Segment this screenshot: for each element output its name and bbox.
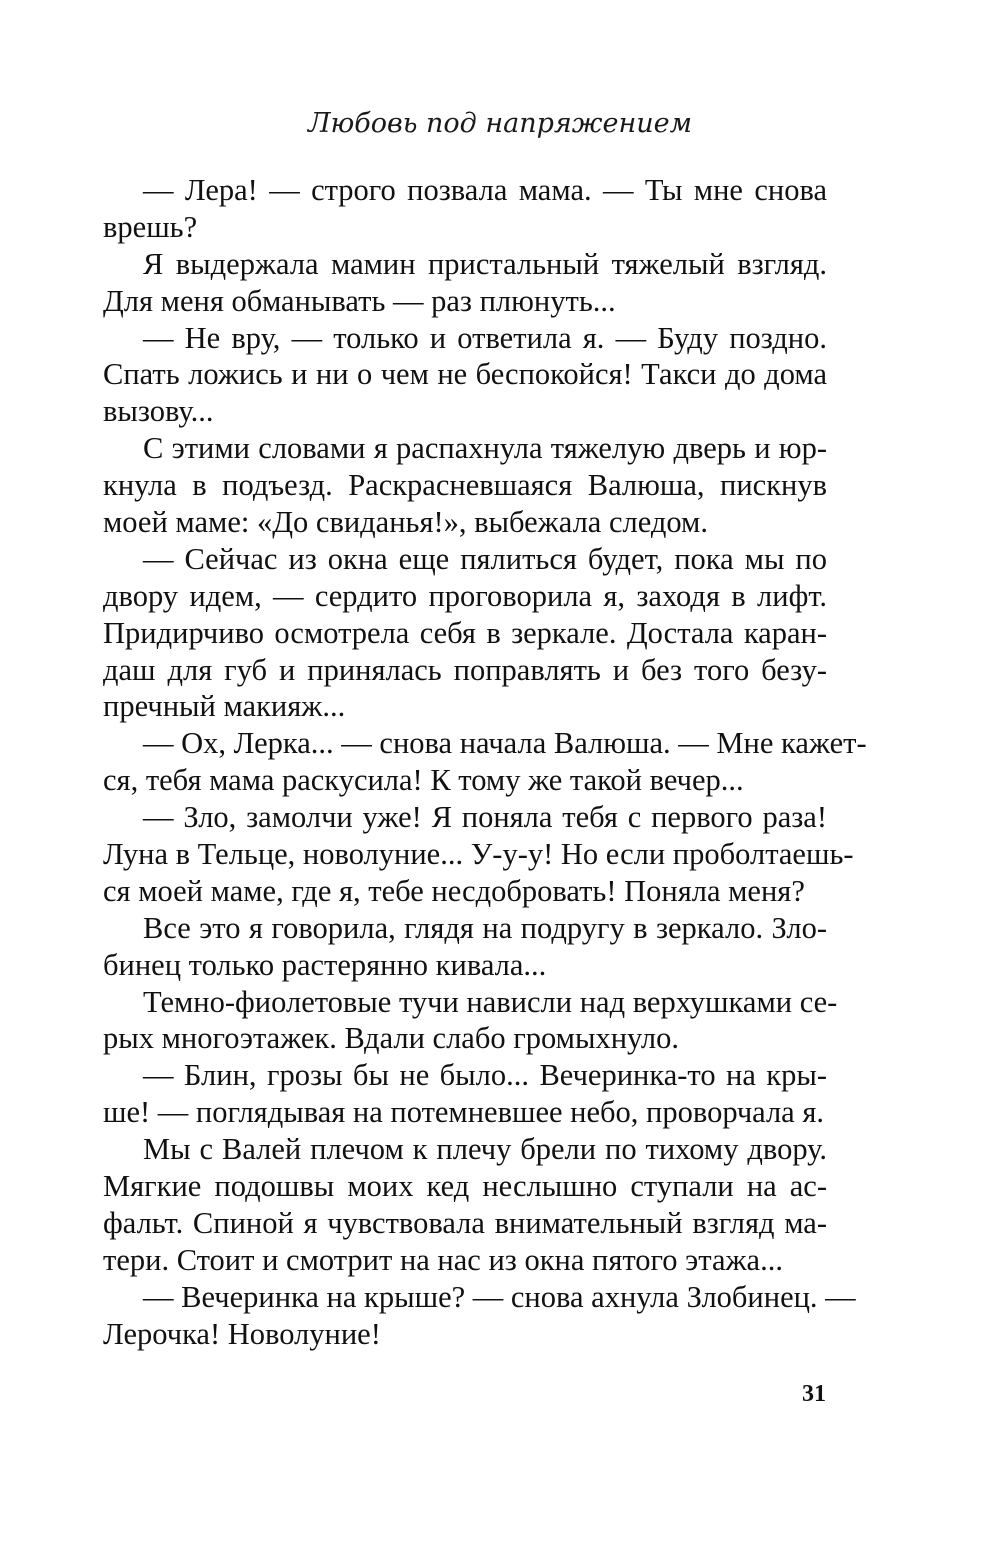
text-line: Спать ложись и ни о чем не беспокойся! Такси до дома bbox=[103, 357, 827, 392]
text-line: Мягкие подошвы моих кед неслышно ступали на ас- bbox=[103, 1169, 827, 1204]
text-line: Я выдержала мамин пристальный тяжелый взгляд. bbox=[143, 246, 827, 281]
text-line: ся моей маме, где я, тебе несдобровать! Поняла меня? bbox=[103, 873, 805, 908]
text-line: рых многоэтажек. Вдали слабо громыхнуло. bbox=[103, 1021, 680, 1056]
text-line: ся, тебя мама раскусила! К тому же такой вечер... bbox=[103, 763, 744, 798]
page-number: 31 bbox=[802, 1381, 826, 1407]
text-line: вызову... bbox=[103, 394, 214, 429]
text-line: Придирчиво осмотрела себя в зеркале. Достала каран- bbox=[103, 615, 827, 650]
text-line: пречный макияж... bbox=[103, 689, 346, 724]
text-line: Лерочка! Новолуние! bbox=[103, 1316, 381, 1351]
text-line: — Сейчас из окна еще пялиться будет, пока мы по bbox=[143, 541, 827, 576]
text-line: врешь? bbox=[103, 209, 198, 244]
text-line: бинец только растерянно кивала... bbox=[103, 947, 547, 982]
text-line: кнула в подъезд. Раскрасневшаяся Валюша, пискнув bbox=[103, 468, 827, 503]
text-line: — Ох, Лерка... — снова начала Валюша. — Мне кажет- bbox=[143, 726, 867, 761]
text-line: тери. Стоит и смотрит на нас из окна пятого этажа... bbox=[103, 1242, 783, 1277]
text-line: — Блин, грозы бы не было... Вечеринка-то на кры- bbox=[143, 1058, 827, 1093]
text-line: — Не вру, — только и ответила я. — Буду поздно. bbox=[143, 320, 827, 355]
text-line: двору идем, — сердито проговорила я, заходя в лифт. bbox=[103, 578, 827, 613]
text-line: Для меня обманывать — раз плюнуть... bbox=[103, 283, 616, 318]
text-line: С этими словами я распахнула тяжелую дверь и юр- bbox=[143, 431, 827, 466]
text-line: — Вечеринка на крыше? — снова ахнула Злобинец. — bbox=[143, 1279, 856, 1314]
text-line: Луна в Тельце, новолуние... У-у-у! Но если проболтаешь- bbox=[103, 837, 854, 872]
text-line: Все это я говорила, глядя на подругу в зеркало. Зло- bbox=[143, 910, 827, 945]
text-line: — Лера! — строго позвала мама. — Ты мне снова bbox=[143, 173, 827, 207]
text-line: фальт. Спиной я чувствовала внимательный взгляд ма- bbox=[103, 1205, 827, 1240]
body-text bbox=[103, 172, 867, 1353]
text-line: Темно-фиолетовые тучи нависли над верхушками се- bbox=[143, 984, 838, 1019]
text-line: моей маме: «До свиданья!», выбежала следом. bbox=[103, 505, 708, 540]
running-header: Любовь под напряжением bbox=[307, 108, 692, 139]
text-line: — Зло, замолчи уже! Я поняла тебя с первого раза! bbox=[143, 800, 827, 835]
text-line: ше! — поглядывая на потемневшее небо, проворчала я. bbox=[103, 1095, 824, 1130]
text-line: Мы с Валей плечом к плечу брели по тихому двору. bbox=[143, 1132, 827, 1167]
text-line: даш для губ и принялась поправлять и без того безу- bbox=[103, 652, 827, 687]
